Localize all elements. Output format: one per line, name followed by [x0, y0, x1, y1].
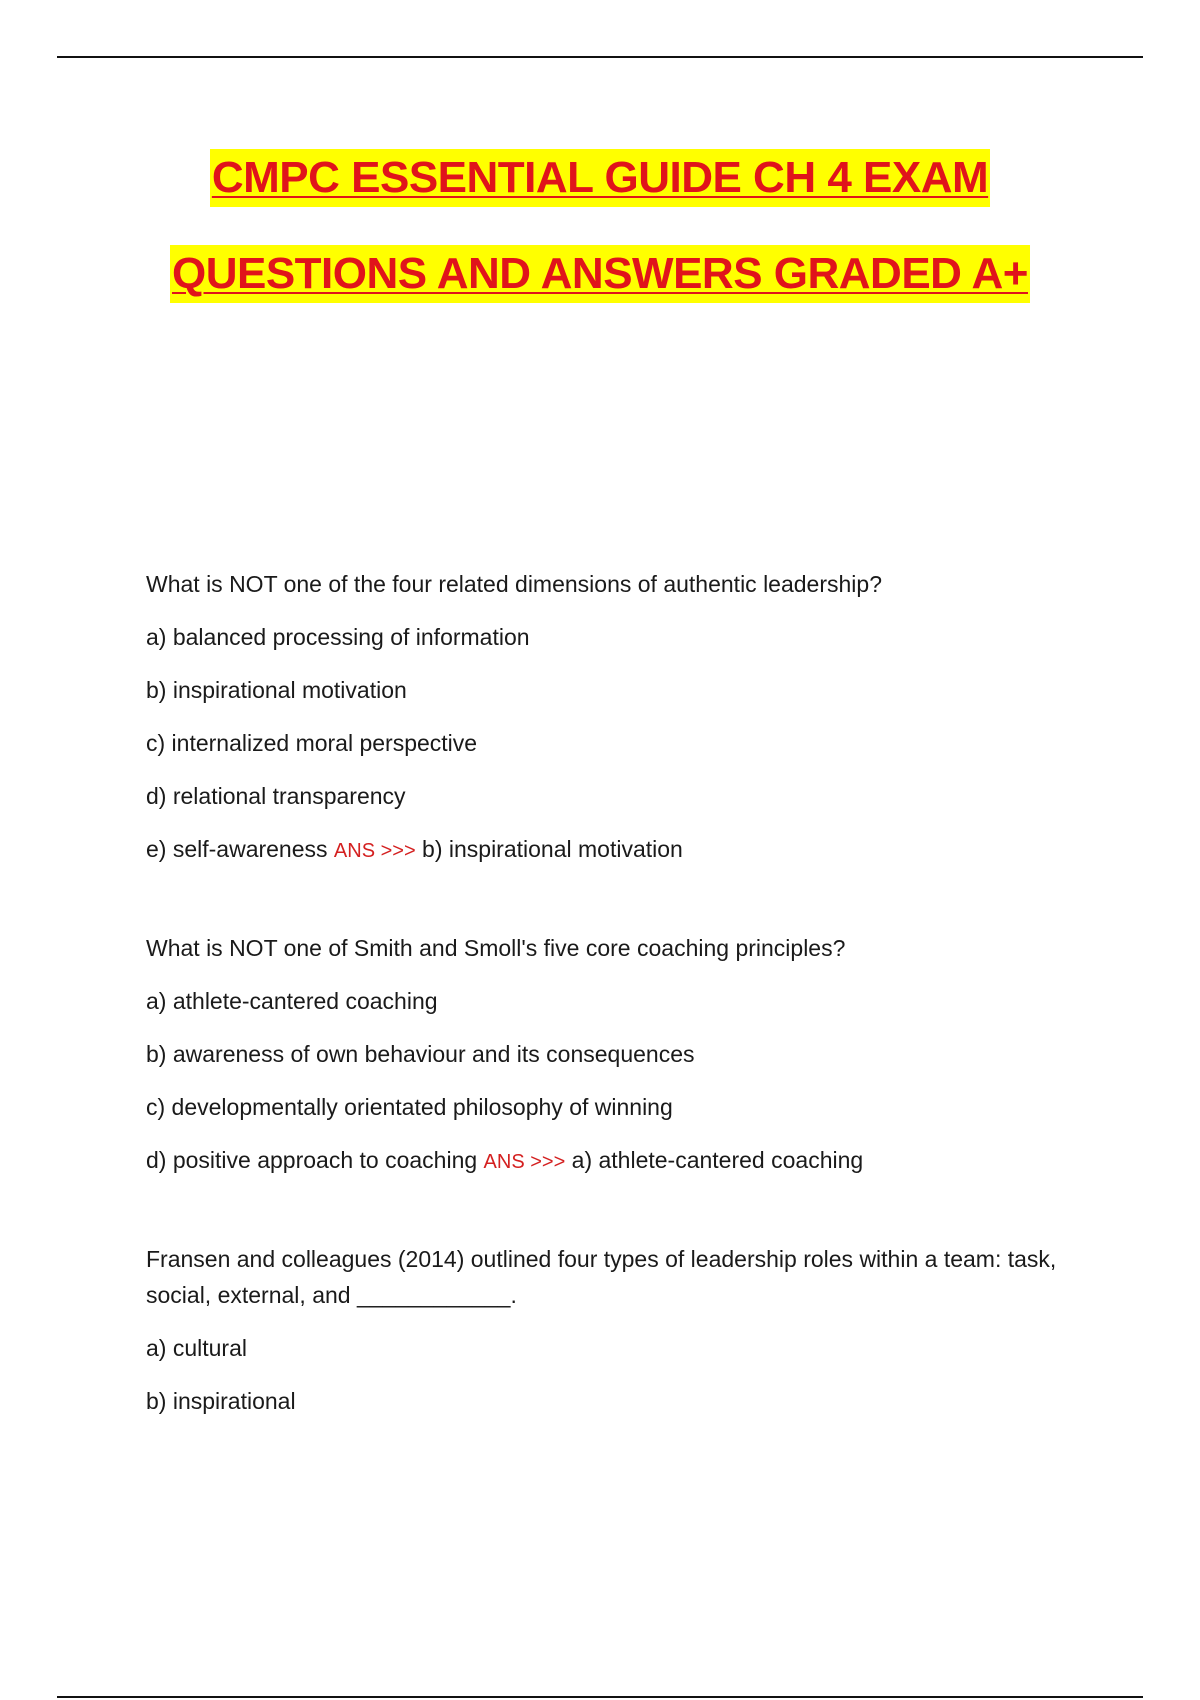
option-e-with-answer [146, 831, 1066, 884]
option-b: b) awareness of own behaviour and its consequences [146, 1041, 695, 1067]
question-2 [146, 930, 1066, 1195]
question-3 [146, 1241, 1066, 1436]
answer-text: b) inspirational motivation [422, 836, 683, 862]
question-1 [146, 566, 1066, 884]
question-text: Fransen and colleagues (2014) outlined four types of leadership roles within a team: task, social, external, and ____________. [146, 1246, 1057, 1308]
option-e: e) self-awareness [146, 836, 328, 862]
option-c: c) developmentally orientated philosophy of winning [146, 1094, 673, 1120]
option-a: a) balanced processing of information [146, 624, 530, 650]
title-line-2 [0, 236, 1200, 332]
top-rule [57, 56, 1143, 58]
option-a: a) cultural [146, 1335, 247, 1361]
option-d-with-answer [146, 1142, 1066, 1195]
option-d: d) positive approach to coaching [146, 1147, 478, 1173]
answer-text: a) athlete-cantered coaching [571, 1147, 864, 1173]
question-text: What is NOT one of the four related dimensions of authentic leadership? [146, 571, 882, 597]
question-text: What is NOT one of Smith and Smoll's five core coaching principles? [146, 935, 846, 961]
title-text-1: CMPC ESSENTIAL GUIDE CH 4 EXAM [210, 149, 990, 207]
option-b: b) inspirational motivation [146, 677, 407, 703]
answer-marker: ANS >>> [333, 840, 416, 862]
questions-list [146, 566, 1066, 1482]
answer-marker: ANS >>> [483, 1151, 566, 1173]
title-line-1 [0, 140, 1200, 236]
document-title [0, 140, 1200, 332]
option-a: a) athlete-cantered coaching [146, 988, 438, 1014]
option-b: b) inspirational [146, 1388, 296, 1414]
bottom-rule [57, 1696, 1143, 1698]
option-c: c) internalized moral perspective [146, 730, 478, 756]
option-d: d) relational transparency [146, 783, 406, 809]
title-text-2: QUESTIONS AND ANSWERS GRADED A+ [170, 245, 1030, 303]
